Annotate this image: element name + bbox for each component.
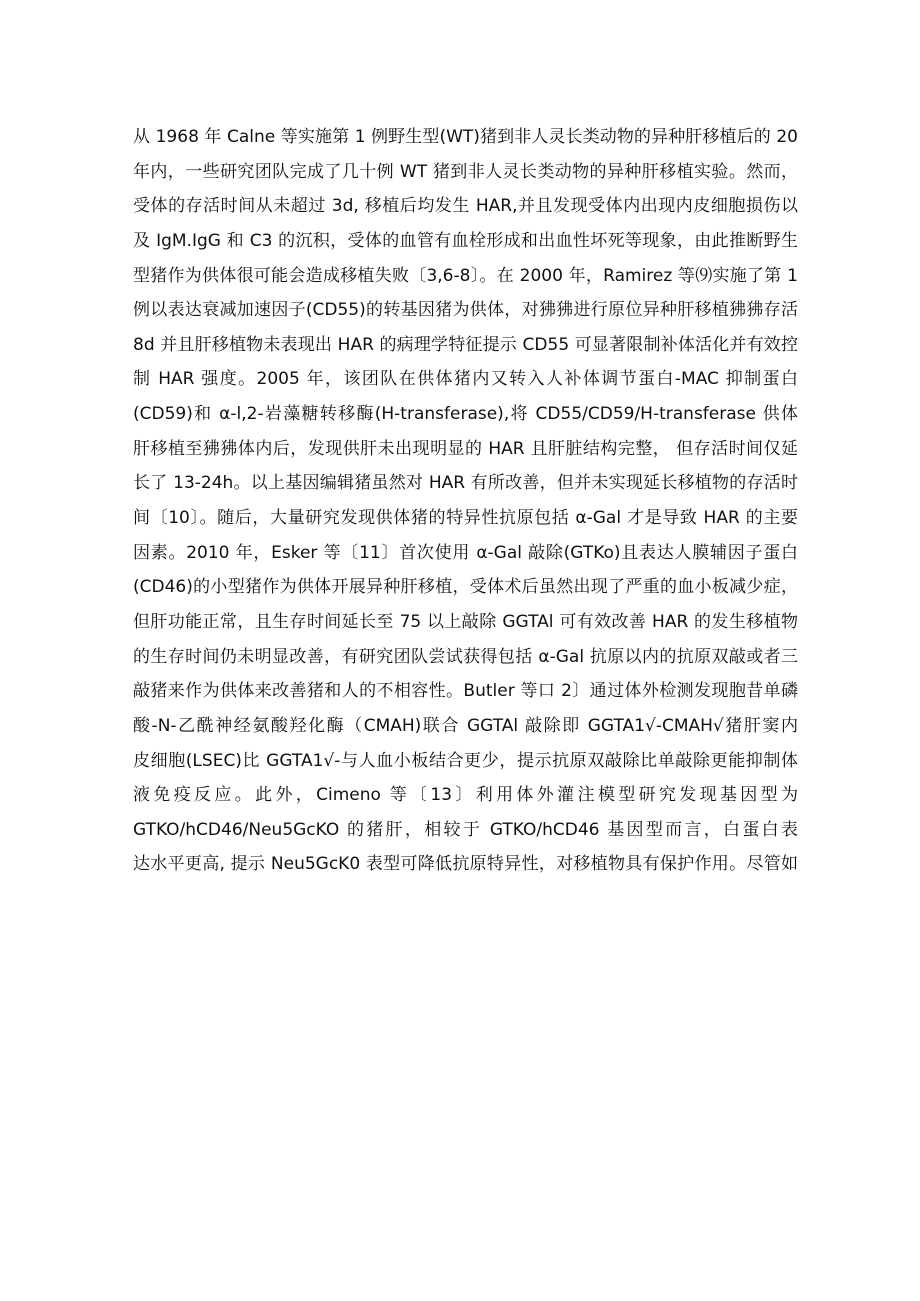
paragraph-line-16: 的生存时间仍未明显改善，有研究团队尝试获得包括 α-Gal 抗原以内的抗原双敲或者三 [133,646,798,667]
paragraph-line-3: 受体的存活时间从未超过 3d, 移植后均发生 HAR,并且发现受体内出现内皮细胞损伤以 [133,196,798,217]
paragraph-line-20: 液免疫反应。此外，Cimeno 等〔13〕利用体外灌注模型研究发现基因型为 [133,785,798,806]
paragraph-line-7: 8d 并且肝移植物未表现出 HAR 的病理学特征提示 CD55 可显著限制补体活化并有效控 [133,334,798,355]
paragraph-line-2: 年内，一些研究团队完成了几十例 WT 猪到非人灵长类动物的异种肝移植实验。然而， [133,161,798,182]
paragraph-line-18: 酸-N-乙酰神经氨酸羟化酶（CMAH)联合 GGTAl 敲除即 GGTA1√-CMAH√猪肝窦内 [133,715,798,736]
body-paragraph [133,120,798,882]
paragraph-line-17: 敲猪来作为供体来改善猪和人的不相容性。Butler 等口 2〕通过体外检测发现胞昔单磷 [133,681,798,702]
paragraph-line-11: 长了 13-24h。以上基因编辑猪虽然对 HAR 有所改善，但并未实现延长移植物的存活时 [133,473,798,494]
paragraph-line-1: 从 1968 年 Calne 等实施第 1 例野生型(WT)猪到非人灵长类动物的异种肝移植后的 20 [133,127,798,147]
paragraph-line-12: 间〔10〕。随后，大量研究发现供体猪的特异性抗原包括 α-Gal 才是导致 HAR 的主要 [133,508,798,529]
paragraph-line-6: 例以表达衰减加速因子(CD55)的转基因猪为供体，对狒狒进行原位异种肝移植狒狒存活 [133,300,798,321]
paragraph-line-5: 型猪作为供体很可能会造成移植失败〔3,6-8〕。在 2000 年，Ramirez 等⑼实施了第 1 [133,265,798,286]
paragraph-line-21: GTKO/hCD46/Neu5GcKO 的猪肝，相较于 GTKO/hCD46 基因型而言，白蛋白表 [133,819,798,840]
paragraph-line-19: 皮细胞(LSEC)比 GGTA1√-与人血小板结合更少，提示抗原双敲除比单敲除更能抑制体 [133,750,798,771]
paragraph-line-9: (CD59)和 α-l,2-岩藻糖转移酶(H-transferase),将 CD55/CD59/H-transferase 供体 [133,404,798,425]
paragraph-line-14: (CD46)的小型猪作为供体开展异种肝移植，受体术后虽然出现了严重的血小板减少症， [133,577,798,598]
paragraph-line-13: 因素。2010 年，Esker 等〔11〕首次使用 α-Gal 敲除(GTKo)且表达人膜辅因子蛋白 [133,542,798,563]
paragraph-line-4: 及 IgM.IgG 和 C3 的沉积，受体的血管有血栓形成和出血性坏死等现象，由此推断野生 [133,230,798,251]
paragraph-line-10: 肝移植至狒狒体内后，发现供肝未出现明显的 HAR 且肝脏结构完整， 但存活时间仅延 [133,438,798,459]
paragraph-line-8: 制 HAR 强度。2005 年，该团队在供体猪内又转入人补体调节蛋白-MAC 抑制蛋白 [133,369,798,390]
paragraph-line-15: 但肝功能正常，且生存时间延长至 75 以上敲除 GGTAl 可有效改善 HAR 的发生移植物 [133,611,798,632]
paragraph-line-22: 达水平更高, 提示 Neu5GcK0 表型可降低抗原特异性，对移植物具有保护作用。尽管如 [133,854,798,875]
